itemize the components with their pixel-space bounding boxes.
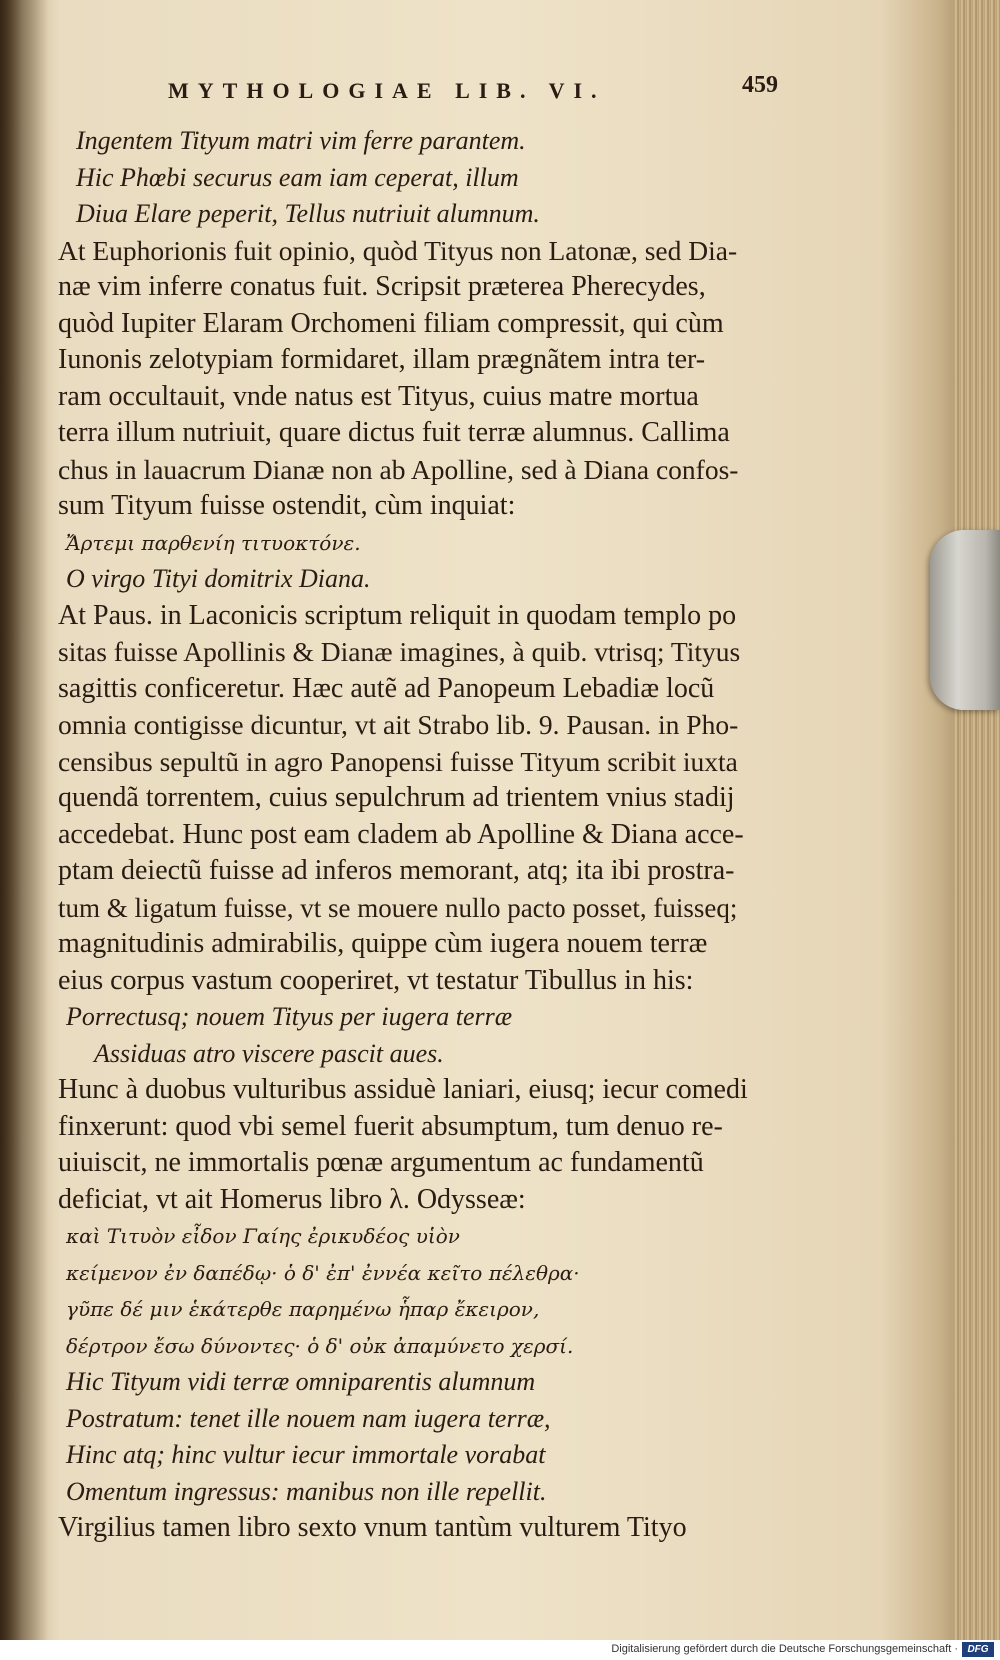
text-line: chus in lauacrum Dianæ non ab Apolline, sed à Diana confos- [58,453,739,485]
text-line: At Euphorionis fuit opinio, quòd Tityus non Latonæ, sed Dia- [58,234,738,266]
greek-verse-line: γῦπε δέ μιν ἑκάτερθε παρημένω ἧπαρ ἔκειρον, [66,1297,540,1321]
footer-bar [0,1640,1000,1660]
verse-line: Diua Elare peperit, Tellus nutriuit alumnum. [76,199,540,228]
text-line: næ vim inferre conatus fuit. Scripsit præterea Pherecydes, [58,271,706,302]
greek-verse-line: Ἄρτεμι παρθενίη τιτυοκτόνε. [66,530,361,555]
text-line: Virgilius tamen libro sexto vnum tantùm vulturem Tityo [58,1512,687,1543]
greek-verse-line: κείμενον ἐν δαπέδῳ· ὁ δ' ἐπ' ἐννέα κεῖτο πέλεθρα· [66,1260,580,1285]
footer-credit: Digitalisierung gefördert durch die Deutsche Forschungsgemeinschaft · [611,1643,958,1655]
verse-line: Postratum: tenet ille nouem nam iugera terræ, [66,1403,551,1433]
verse-line: O virgo Tityi domitrix Diana. [66,564,371,593]
text-line: tum & ligatum fuisse, vt se mouere nullo pacto posset, fuisseq; [58,892,738,923]
text-line: sum Tityum fuisse ostendit, cùm inquiat: [58,490,516,521]
greek-verse-line: καὶ Τιτυὸν εἶδον Γαίης ἐρικυδέος υἱὸν [66,1224,460,1248]
text-line: omnia contigisse dicuntur, vt ait Strabo lib. 9. Pausan. in Pho- [58,709,739,740]
text-line: uiuiscit, ne immortalis pœnæ argumentum ac fundamentũ [58,1147,704,1178]
greek-verse-line: δέρτρον ἔσω δύνοντες· ὁ δ' οὐκ ἀπαμύνετο χερσί. [66,1333,574,1358]
text-line: sitas fuisse Apollinis & Dianæ imagines, à quib. vtrisq; Tityus [58,636,741,667]
text-line: deficiat, vt ait Homerus libro λ. Odysseæ: [58,1183,526,1215]
page-number: 459 [742,72,778,98]
book-clasp [930,530,1000,710]
dfg-logo[interactable]: DFG [962,1642,994,1657]
text-line: quòd Iupiter Elaram Orchomeni filiam compressit, qui cùm [58,307,724,339]
text-line: Iunonis zelotypiam formidaret, illam prægnãtem intra ter- [58,344,706,375]
text-line: ram occultauit, vnde natus est Tityus, cuius matre mortua [58,380,699,412]
text-line: accedebat. Hunc post eam cladem ab Apolline & Diana acce- [58,818,744,850]
verse-line: Ingentem Tityum matri vim ferre parantem. [76,126,526,155]
text-line: sagittis conficeretur. Hæc autẽ ad Panopeum Lebadiæ locũ [58,672,715,704]
text-line: censibus sepultũ in agro Panopensi fuisse Tityum scribit iuxta [58,745,738,777]
text-line: finxerunt: quod vbi semel fuerit absumptum, tum denuo re- [58,1110,723,1142]
verse-line: Omentum ingressus: manibus non ille repellit. [66,1476,547,1506]
verse-line: Assiduas atro viscere pascit aues. [94,1038,444,1068]
verse-line: Porrectusq; nouem Tityus per iugera terræ [66,1002,513,1031]
text-line: eius corpus vastum cooperiret, vt testatur Tibullus in his: [58,964,694,996]
page-edges [954,0,1000,1660]
text-line: terra illum nutriuit, quare dictus fuit terræ alumnus. Callima [58,417,730,448]
verse-line: Hic Tityum vidi terræ omniparentis alumnum [66,1367,536,1396]
text-line: ptam deiectũ fuisse ad inferos memorant, atq; ita ibi prostra- [58,855,735,886]
gutter-shadow [0,0,48,1660]
running-head [168,72,778,108]
text-line: magnitudinis admirabilis, quippe cùm iugera nouem terræ [58,928,708,959]
text-line: At Paus. in Laconicis scriptum reliquit in quodam templo po [58,599,737,631]
running-head-title: MYTHOLOGIAE LIB. VI. [168,78,606,103]
verse-line: Hic Phœbi securus eam iam ceperat, illum [76,162,519,192]
text-line: quendã torrentem, cuius sepulchrum ad trientem vnius stadij [58,782,735,813]
text-line: Hunc à duobus vulturibus assiduè laniari, eiusq; iecur comedi [58,1074,748,1105]
verse-line: Hinc atq; hinc vultur iecur immortale vorabat [66,1440,546,1469]
